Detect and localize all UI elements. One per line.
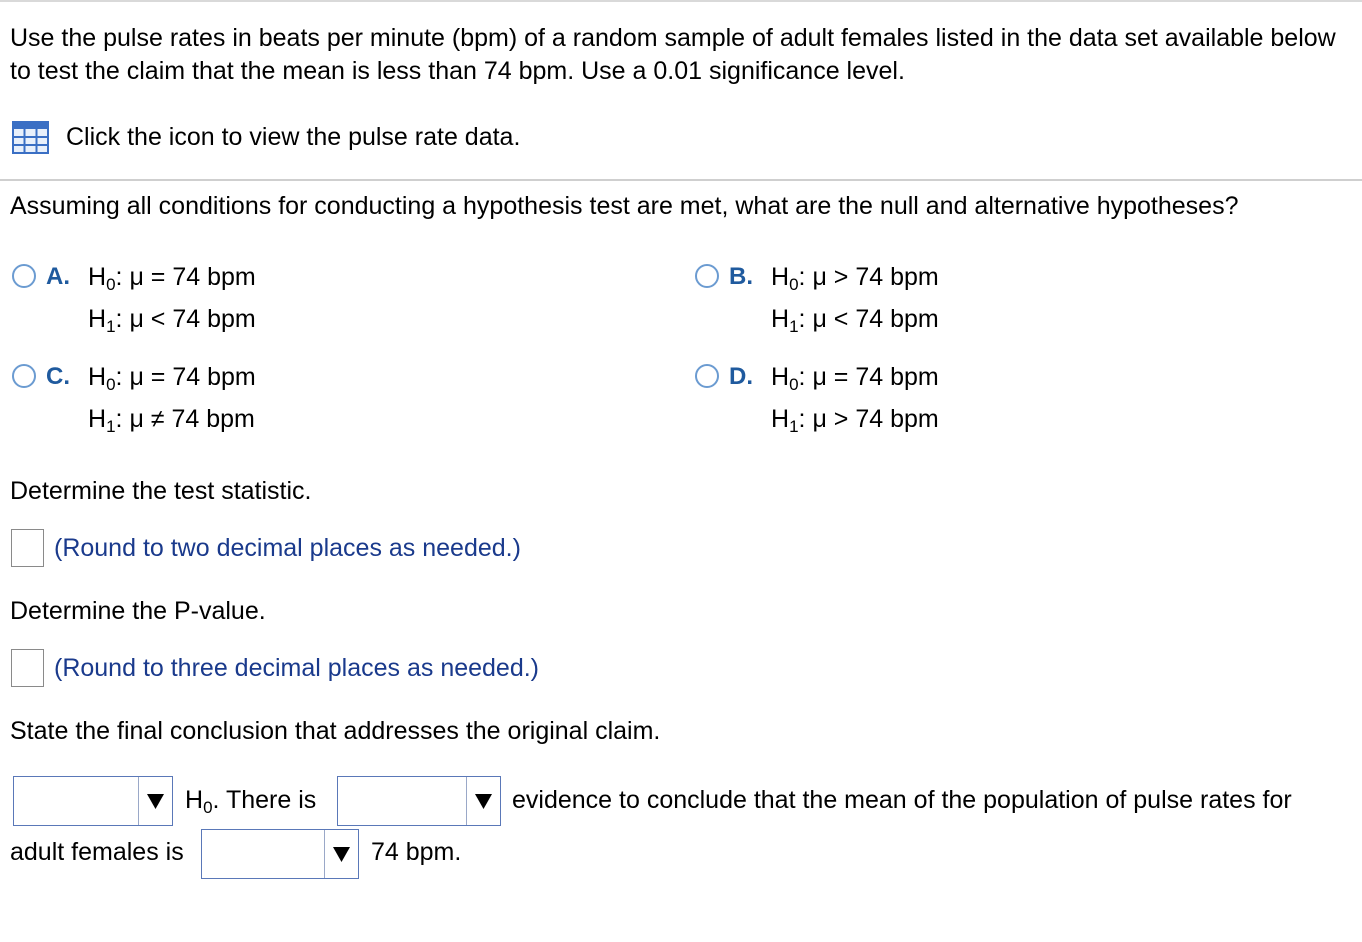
decision-dropdown-arrow-icon[interactable]	[138, 777, 172, 825]
data-link-text[interactable]: Click the icon to view the pulse rate data.	[66, 123, 521, 151]
option-d-radio[interactable]	[695, 364, 719, 388]
relation-dropdown[interactable]	[201, 829, 359, 879]
p-value-prompt: Determine the P-value.	[10, 597, 266, 625]
option-c-h1: $H_1$: μ ≠ 74 bpm	[88, 405, 255, 436]
option-b-h1: $H_1$: μ < 74 bpm	[771, 305, 939, 336]
option-a-h1: $H_1$: μ < 74 bpm	[88, 305, 256, 336]
conclusion-line2-start: adult females is	[10, 838, 184, 866]
p-value-input[interactable]	[11, 649, 44, 687]
option-a-h0: $H_0$: μ = 74 bpm	[88, 263, 256, 294]
decision-dropdown[interactable]	[13, 776, 173, 826]
top-border	[0, 0, 1362, 2]
option-c-h0: $H_0$: μ = 74 bpm	[88, 363, 256, 394]
data-table-icon[interactable]	[12, 121, 49, 154]
p-value-hint: (Round to three decimal places as needed.)	[54, 653, 540, 682]
test-statistic-hint: (Round to two decimal places as needed.)	[54, 533, 521, 562]
option-c-letter: C.	[46, 363, 70, 390]
option-c-radio[interactable]	[12, 364, 36, 388]
view-data-link[interactable]	[12, 121, 520, 154]
test-statistic-input[interactable]	[11, 529, 44, 567]
option-a-radio[interactable]	[12, 264, 36, 288]
option-b[interactable]	[695, 262, 939, 346]
relation-dropdown-arrow-icon[interactable]	[324, 830, 358, 878]
option-d[interactable]	[695, 362, 939, 446]
evidence-dropdown-arrow-icon[interactable]	[466, 777, 500, 825]
test-statistic-row	[11, 529, 521, 567]
conclusion-h0-text: $H_0$. There is	[185, 786, 317, 817]
question-text: Use the pulse rates in beats per minute (bpm) of a random sample of adult females listed in the data set available below to test the claim that the mean is less than 74 bpm. Use a 0.01 significance level.	[10, 24, 1336, 85]
section-divider	[0, 179, 1362, 181]
option-a[interactable]	[12, 262, 256, 346]
option-a-letter: A.	[46, 263, 70, 290]
p-value-row	[11, 649, 539, 687]
conclusion-prompt: State the final conclusion that addresses the original claim.	[10, 717, 661, 745]
option-b-radio[interactable]	[695, 264, 719, 288]
option-d-letter: D.	[729, 363, 753, 390]
conclusion-end-text: 74 bpm.	[371, 838, 462, 866]
test-statistic-prompt: Determine the test statistic.	[10, 477, 312, 505]
option-d-h0: $H_0$: μ = 74 bpm	[771, 363, 939, 394]
option-c[interactable]	[12, 362, 256, 446]
option-b-letter: B.	[729, 263, 753, 290]
conclusion-evidence-text: evidence to conclude that the mean of the population of pulse rates for	[512, 786, 1292, 814]
option-b-h0: $H_0$: μ > 74 bpm	[771, 263, 939, 294]
option-d-h1: $H_1$: μ > 74 bpm	[771, 405, 939, 436]
hypotheses-prompt: Assuming all conditions for conducting a hypothesis test are met, what are the null and alternative hypotheses?	[10, 192, 1239, 220]
evidence-dropdown[interactable]	[337, 776, 501, 826]
